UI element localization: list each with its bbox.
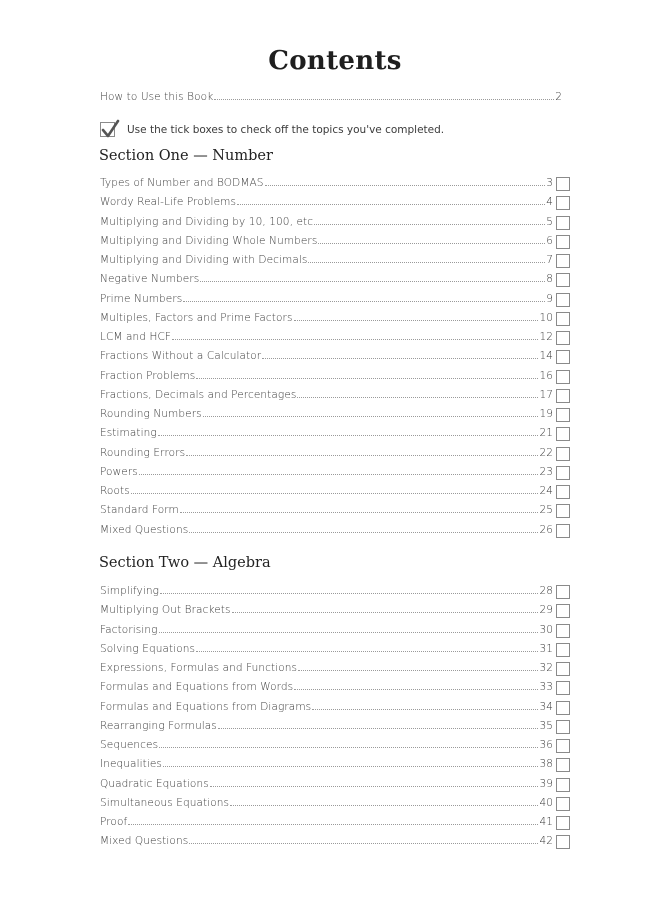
- toc-entry-how-to-use[interactable]: [100, 84, 562, 103]
- toc-entry[interactable]: [100, 517, 570, 536]
- leader-dots: [214, 98, 554, 100]
- tick-note: [100, 122, 444, 137]
- leader-dots: [308, 261, 545, 263]
- leader-dots: [218, 727, 539, 729]
- toc-entry-page: 26: [539, 523, 553, 536]
- toc-entry-page: 34: [539, 700, 553, 713]
- toc-entry-label: Inequalities: [100, 758, 162, 771]
- leader-dots: [318, 242, 545, 244]
- page-title: Contents: [268, 46, 402, 76]
- toc-entry-page: 25: [539, 504, 553, 517]
- leader-dots: [196, 650, 538, 652]
- leader-dots: [265, 184, 546, 186]
- toc-entry-label: Estimating: [100, 427, 157, 440]
- toc-entry[interactable]: [100, 497, 570, 516]
- leader-dots: [163, 765, 538, 767]
- toc-entry-label: Mixed Questions: [100, 835, 189, 848]
- toc-entry-label: Multiplying Out Brackets: [100, 604, 231, 617]
- leader-dots: [183, 300, 545, 302]
- toc-entry-label: Simultaneous Equations: [100, 796, 230, 809]
- toc-entry-page: 14: [539, 350, 553, 363]
- toc-entry-page: 42: [539, 835, 553, 848]
- toc-entry[interactable]: [100, 343, 570, 362]
- toc-entry-page: 29: [539, 604, 553, 617]
- toc-entry-page: 9: [546, 292, 553, 305]
- toc-entry-page: 16: [539, 369, 553, 382]
- toc-entry-page: 4: [546, 196, 553, 209]
- tick-note-text: Use the tick boxes to check off the topics you've completed.: [127, 123, 445, 136]
- toc-entry-page: 28: [539, 585, 553, 597]
- toc-entry[interactable]: [100, 459, 570, 478]
- toc-entry[interactable]: [100, 617, 570, 636]
- toc-entry-label: Formulas and Equations from Words: [100, 681, 294, 694]
- leader-dots: [312, 708, 538, 710]
- toc-entry-page: 12: [539, 331, 553, 343]
- toc-entry[interactable]: [100, 694, 570, 713]
- leader-dots: [196, 377, 538, 379]
- toc-entry-page: 41: [539, 816, 553, 828]
- leader-dots: [189, 531, 538, 533]
- toc-entry-page: 31: [539, 642, 553, 655]
- leader-dots: [232, 611, 539, 613]
- toc-entry-page: 40: [539, 796, 553, 809]
- toc-entry-label: Rounding Numbers: [100, 408, 202, 420]
- leader-dots: [210, 785, 539, 787]
- toc-entry[interactable]: [100, 655, 570, 674]
- toc-entry-label: Wordy Real-Life Problems: [100, 196, 237, 209]
- toc-entry-page: 23: [539, 465, 553, 478]
- toc-entry-page: 19: [539, 408, 553, 420]
- toc-entry-label: Expressions, Formulas and Functions: [100, 662, 298, 674]
- topic-tick-box[interactable]: [556, 524, 570, 538]
- leader-dots: [159, 631, 539, 633]
- leader-dots: [203, 415, 539, 417]
- toc-entry-page: 30: [539, 623, 553, 636]
- toc-entry[interactable]: [100, 674, 570, 693]
- toc-entry-label: Rearranging Formulas: [100, 719, 217, 732]
- section-heading: Section Two — Algebra: [99, 555, 271, 571]
- toc-entry-page: 35: [539, 719, 553, 732]
- toc-entry-label: Multiplying and Dividing with Decimals: [100, 254, 308, 266]
- leader-dots: [230, 804, 538, 806]
- toc-entry-label: Factorising: [100, 623, 158, 636]
- toc-entry[interactable]: [100, 440, 570, 459]
- toc-entry-page: 17: [539, 388, 553, 401]
- toc-entry-label: Fraction Problems: [100, 369, 196, 382]
- toc-entry[interactable]: [100, 809, 570, 828]
- toc-entry[interactable]: [100, 170, 570, 189]
- toc-entry-label: Fractions, Decimals and Percentages: [100, 388, 297, 401]
- toc-entry-page: 3: [546, 177, 553, 189]
- toc-entry-label: Rounding Errors: [100, 446, 186, 459]
- toc-entry[interactable]: [100, 713, 570, 732]
- toc-entry-label: Quadratic Equations: [100, 777, 209, 790]
- toc-entry[interactable]: [100, 189, 570, 208]
- toc-entry[interactable]: [100, 305, 570, 324]
- toc-entry[interactable]: [100, 286, 570, 305]
- leader-dots: [180, 511, 539, 513]
- toc-entry[interactable]: [100, 578, 570, 597]
- toc-entry-label: Simplifying: [100, 585, 160, 597]
- leader-dots: [200, 280, 545, 282]
- toc-entry-page: 33: [539, 681, 553, 694]
- toc-entry-label: Types of Number and BODMAS: [100, 177, 264, 189]
- section-heading: Section One — Number: [99, 148, 273, 164]
- toc-entry[interactable]: [100, 751, 570, 770]
- toc-entry-label: How to Use this Book: [100, 91, 214, 103]
- leader-dots: [237, 203, 545, 205]
- leader-dots: [172, 338, 538, 340]
- toc-entry-label: Fractions Without a Calculator: [100, 350, 262, 363]
- toc-entry-page: 8: [546, 273, 553, 286]
- toc-entry-page: 38: [539, 758, 553, 771]
- leader-dots: [314, 223, 545, 225]
- toc-entry-label: Proof: [100, 816, 128, 828]
- toc-entry[interactable]: [100, 828, 570, 847]
- leader-dots: [186, 454, 538, 456]
- leader-dots: [160, 592, 538, 594]
- toc-entry[interactable]: [100, 636, 570, 655]
- toc-entry-page: 6: [546, 234, 553, 247]
- toc-entry[interactable]: [100, 247, 570, 266]
- leader-dots: [298, 669, 538, 671]
- toc-entry-page: 36: [539, 739, 553, 751]
- leader-dots: [294, 319, 539, 321]
- toc-entry-label: LCM and HCF: [100, 331, 172, 343]
- toc-entry-page: 5: [546, 215, 553, 228]
- leader-dots: [297, 396, 538, 398]
- toc-entry[interactable]: [100, 382, 570, 401]
- toc-entry[interactable]: [100, 401, 570, 420]
- toc-entry-label: Multiplying and Dividing by 10, 100, etc: [100, 215, 314, 228]
- leader-dots: [159, 746, 538, 748]
- toc-entry-label: Sequences: [100, 739, 159, 751]
- toc-entry[interactable]: [100, 478, 570, 497]
- toc-entry[interactable]: [100, 228, 570, 247]
- toc-entry[interactable]: [100, 363, 570, 382]
- leader-dots: [189, 842, 538, 844]
- toc-entry[interactable]: [100, 597, 570, 616]
- toc-entry-label: Formulas and Equations from Diagrams: [100, 700, 312, 713]
- topic-tick-box[interactable]: [556, 835, 570, 849]
- toc-entry[interactable]: [100, 266, 570, 285]
- toc-entry-page: 10: [539, 311, 553, 324]
- toc-entry-page: 2: [555, 91, 562, 103]
- checkmark-icon: [100, 122, 115, 137]
- leader-dots: [262, 357, 538, 359]
- toc-entry-label: Prime Numbers: [100, 292, 183, 305]
- leader-dots: [294, 688, 538, 690]
- toc-entry-label: Standard Form: [100, 504, 179, 517]
- toc-entry-page: 39: [539, 777, 553, 790]
- toc-entry-page: 22: [539, 446, 553, 459]
- toc-entry[interactable]: [100, 324, 570, 343]
- toc-entry-label: Negative Numbers: [100, 273, 200, 286]
- toc-entry-page: 21: [539, 427, 553, 440]
- leader-dots: [128, 823, 538, 825]
- toc-entry-page: 32: [539, 662, 553, 674]
- toc-entry[interactable]: [100, 790, 570, 809]
- toc-entry[interactable]: [100, 420, 570, 439]
- toc-entry-label: Powers: [100, 465, 138, 478]
- toc-entry-label: Multiples, Factors and Prime Factors: [100, 311, 293, 324]
- leader-dots: [158, 434, 539, 436]
- toc-entry[interactable]: [100, 209, 570, 228]
- toc-entry-page: 7: [546, 254, 553, 266]
- toc-entry-label: Solving Equations: [100, 642, 196, 655]
- leader-dots: [139, 473, 539, 475]
- toc-entry-label: Mixed Questions: [100, 523, 189, 536]
- toc-entry-label: Multiplying and Dividing Whole Numbers: [100, 234, 318, 247]
- toc-entry-page: 24: [539, 485, 553, 497]
- leader-dots: [131, 492, 539, 494]
- toc-entry-label: Roots: [100, 485, 130, 497]
- toc-entry[interactable]: [100, 771, 570, 790]
- toc-entry[interactable]: [100, 732, 570, 751]
